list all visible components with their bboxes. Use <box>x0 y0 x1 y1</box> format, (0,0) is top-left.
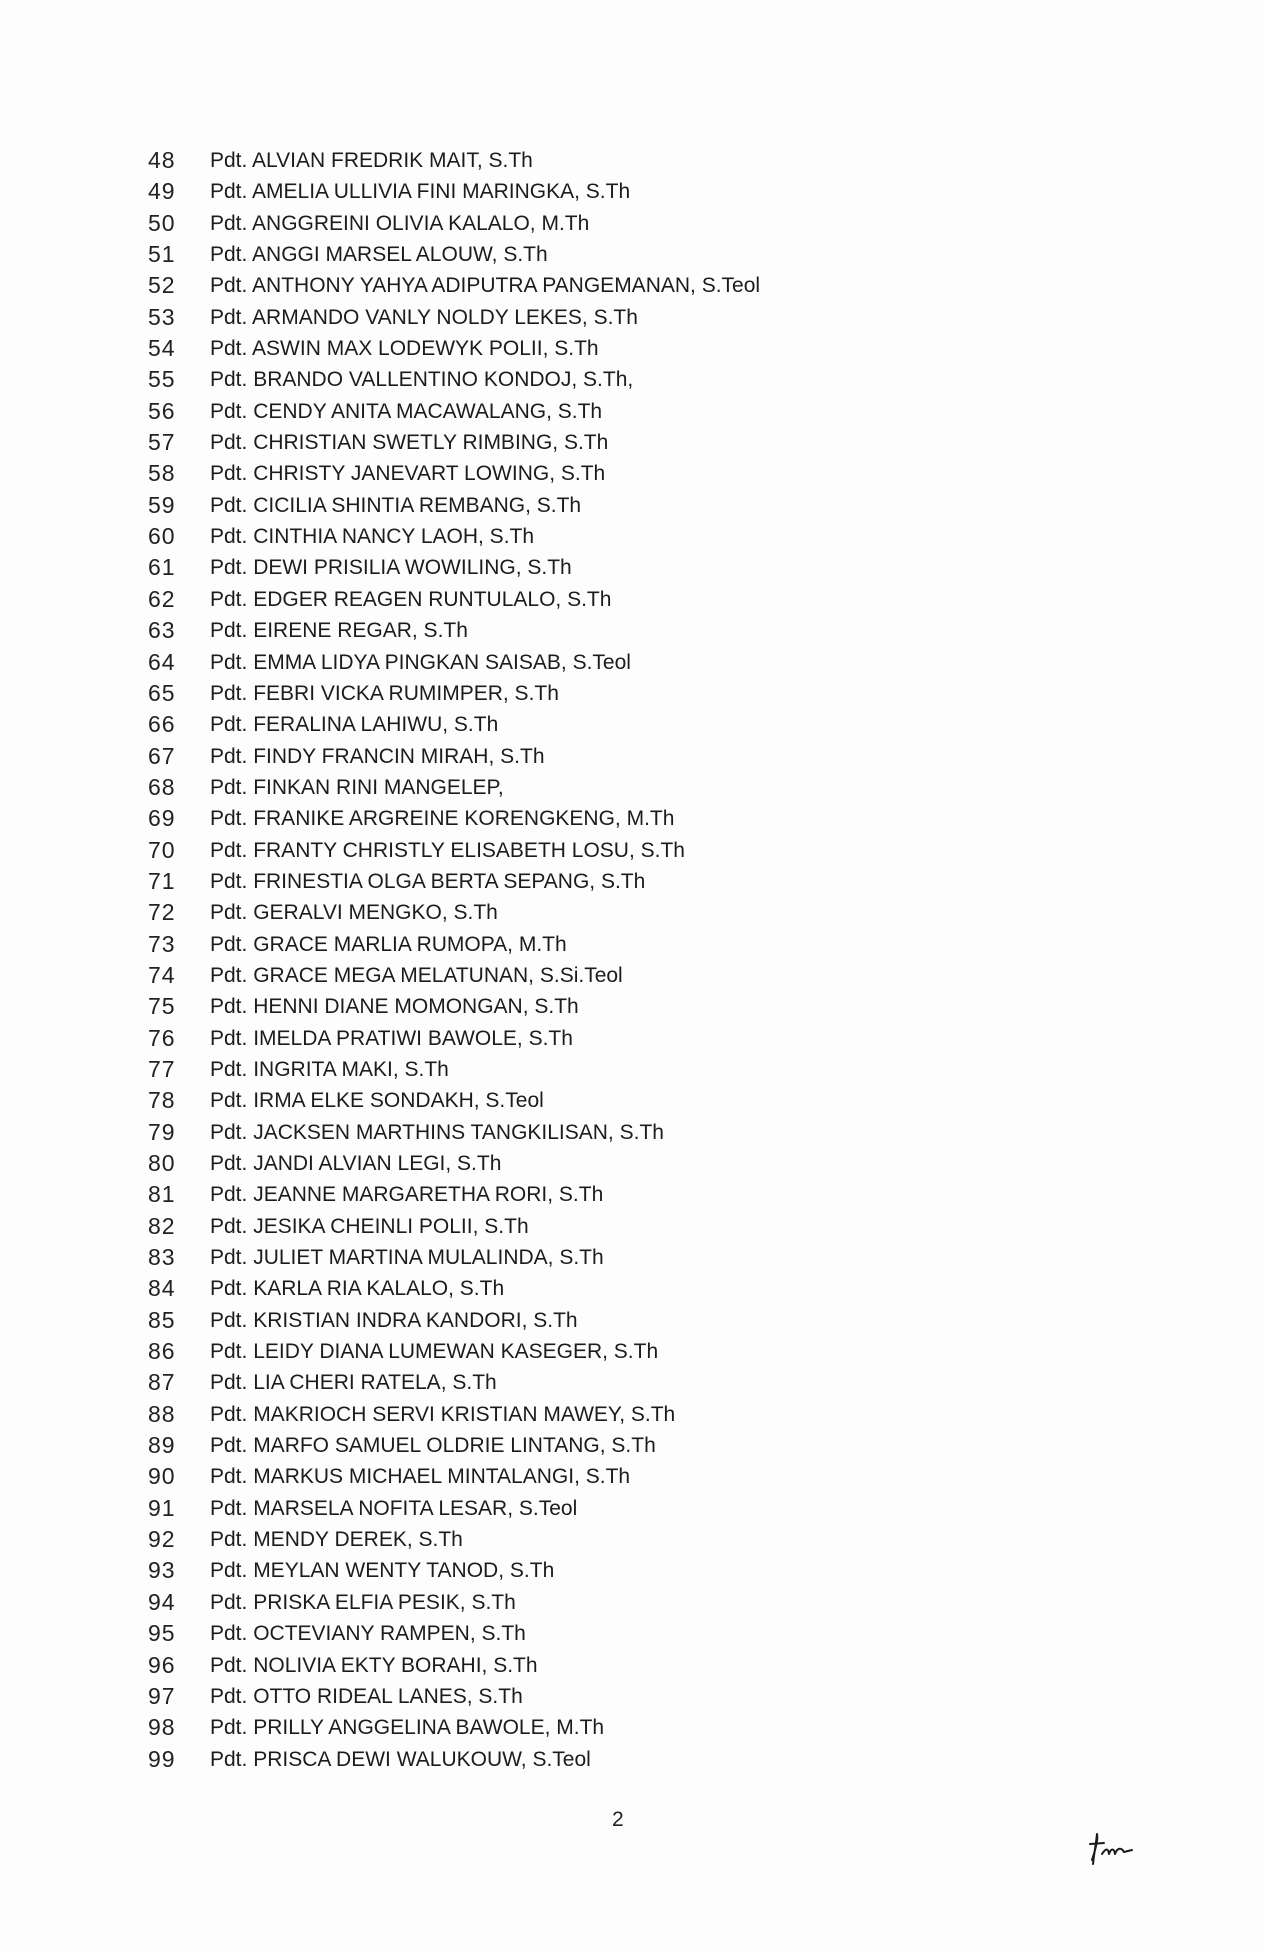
list-item <box>148 741 760 772</box>
list-item <box>148 1681 760 1712</box>
entry-name: Pdt. EDGER REAGEN RUNTULALO, S.Th <box>210 587 612 611</box>
entry-number: 56 <box>148 397 176 424</box>
list-item <box>148 1273 760 1304</box>
entry-number: 52 <box>148 272 176 299</box>
entry-number: 65 <box>148 679 176 706</box>
list-item <box>148 1712 760 1743</box>
entry-number: 94 <box>148 1588 176 1615</box>
list-item <box>148 1587 760 1618</box>
entry-name: Pdt. GRACE MARLIA RUMOPA, M.Th <box>210 932 567 956</box>
entry-name: Pdt. HENNI DIANE MOMONGAN, S.Th <box>210 995 579 1019</box>
entry-number: 71 <box>148 867 176 894</box>
entry-number: 99 <box>148 1745 176 1772</box>
list-item <box>148 1211 760 1242</box>
list-item <box>148 1367 760 1398</box>
entry-name: Pdt. FRANIKE ARGREINE KORENGKENG, M.Th <box>210 807 675 831</box>
list-item <box>148 929 760 960</box>
entry-number: 69 <box>148 805 176 832</box>
entry-name: Pdt. NOLIVIA EKTY BORAHI, S.Th <box>210 1653 538 1677</box>
list-item <box>148 1618 760 1649</box>
entry-number: 51 <box>148 241 176 268</box>
entry-number: 83 <box>148 1244 176 1271</box>
list-item <box>148 1650 760 1681</box>
entry-number: 55 <box>148 366 176 393</box>
entry-number: 67 <box>148 742 176 769</box>
list-item <box>148 1336 760 1367</box>
entry-number: 73 <box>148 930 176 957</box>
entry-name: Pdt. MARKUS MICHAEL MINTALANGI, S.Th <box>210 1465 631 1489</box>
entry-name: Pdt. FERALINA LAHIWU, S.Th <box>210 713 499 737</box>
entry-number: 92 <box>148 1526 176 1553</box>
list-item <box>148 866 760 897</box>
list-item <box>148 1744 760 1775</box>
entry-number: 81 <box>148 1181 176 1208</box>
entry-number: 76 <box>148 1024 176 1051</box>
entry-name: Pdt. OCTEVIANY RAMPEN, S.Th <box>210 1622 526 1646</box>
list-item <box>148 991 760 1022</box>
list-item <box>148 1461 760 1492</box>
list-item <box>148 1555 760 1586</box>
list-item <box>148 1493 760 1524</box>
entry-number: 61 <box>148 554 176 581</box>
entry-name: Pdt. MAKRIOCH SERVI KRISTIAN MAWEY, S.Th <box>210 1402 676 1426</box>
entry-name: Pdt. FRINESTIA OLGA BERTA SEPANG, S.Th <box>210 869 646 893</box>
entry-name: Pdt. ARMANDO VANLY NOLDY LEKES, S.Th <box>210 305 638 329</box>
entry-number: 48 <box>148 147 176 173</box>
list-item <box>148 1085 760 1116</box>
entry-number: 62 <box>148 585 176 612</box>
entry-name: Pdt. FEBRI VICKA RUMIMPER, S.Th <box>210 681 559 705</box>
entry-number: 72 <box>148 899 176 926</box>
entry-name: Pdt. CICILIA SHINTIA REMBANG, S.Th <box>210 493 582 517</box>
entry-name: Pdt. CHRISTY JANEVART LOWING, S.Th <box>210 462 606 486</box>
entry-name: Pdt. BRANDO VALLENTINO KONDOJ, S.Th, <box>210 368 634 392</box>
entry-name: Pdt. ASWIN MAX LODEWYK POLII, S.Th <box>210 337 599 361</box>
entry-name: Pdt. MENDY DEREK, S.Th <box>210 1528 463 1552</box>
entry-number: 80 <box>148 1150 176 1176</box>
signature-initials <box>1084 1830 1144 1870</box>
list-item <box>148 803 760 834</box>
list-item <box>148 396 760 427</box>
list-item <box>148 1023 760 1054</box>
entry-name: Pdt. PRISKA ELFIA PESIK, S.Th <box>210 1590 516 1614</box>
entry-number: 87 <box>148 1369 176 1396</box>
list-item <box>148 1430 760 1461</box>
list-item <box>148 1117 760 1148</box>
entry-name: Pdt. JESIKA CHEINLI POLII, S.Th <box>210 1214 529 1238</box>
list-item <box>148 584 760 615</box>
entry-number: 88 <box>148 1400 176 1427</box>
entry-name: Pdt. CINTHIA NANCY LAOH, S.Th <box>210 525 535 549</box>
entry-number: 58 <box>148 460 176 487</box>
list-item <box>148 678 760 709</box>
entry-name: Pdt. KARLA RIA KALALO, S.Th <box>210 1277 505 1301</box>
list-item <box>148 1179 760 1210</box>
entry-name: Pdt. DEWI PRISILIA WOWILING, S.Th <box>210 556 572 580</box>
entry-name: Pdt. JACKSEN MARTHINS TANGKILISAN, S.Th <box>210 1120 664 1144</box>
entry-number: 59 <box>148 491 176 518</box>
list-item <box>148 647 760 678</box>
entry-number: 49 <box>148 178 176 205</box>
entry-number: 74 <box>148 961 176 988</box>
entry-number: 86 <box>148 1338 176 1365</box>
entry-name: Pdt. EMMA LIDYA PINGKAN SAISAB, S.Teol <box>210 650 631 674</box>
entry-number: 89 <box>148 1432 176 1459</box>
list-item <box>148 458 760 489</box>
entry-number: 63 <box>148 617 176 644</box>
entry-name: Pdt. FRANTY CHRISTLY ELISABETH LOSU, S.Th <box>210 838 685 862</box>
list-item <box>148 1242 760 1273</box>
entry-number: 97 <box>148 1682 176 1709</box>
entry-name: Pdt. ANTHONY YAHYA ADIPUTRA PANGEMANAN, S.Teol <box>210 274 761 298</box>
entry-number: 85 <box>148 1306 176 1333</box>
entry-name: Pdt. ANGGREINI OLIVIA KALALO, M.Th <box>210 211 590 235</box>
entry-number: 66 <box>148 711 176 738</box>
list-item <box>148 1305 760 1336</box>
entry-number: 60 <box>148 523 176 550</box>
entry-number: 68 <box>148 773 176 800</box>
entry-number: 57 <box>148 429 176 456</box>
entry-name: Pdt. JEANNE MARGARETHA RORI, S.Th <box>210 1183 604 1207</box>
entry-name: Pdt. CHRISTIAN SWETLY RIMBING, S.Th <box>210 431 609 455</box>
entry-number: 70 <box>148 836 176 863</box>
list-item <box>148 427 760 458</box>
list-item <box>148 552 760 583</box>
entry-number: 82 <box>148 1212 176 1239</box>
list-item <box>148 835 760 866</box>
entry-name: Pdt. OTTO RIDEAL LANES, S.Th <box>210 1684 523 1708</box>
list-item <box>148 364 760 395</box>
entry-name: Pdt. GERALVI MENGKO, S.Th <box>210 901 498 925</box>
entry-name: Pdt. PRILLY ANGGELINA BAWOLE, M.Th <box>210 1716 605 1740</box>
entry-name: Pdt. IRMA ELKE SONDAKH, S.Teol <box>210 1089 544 1113</box>
entry-name: Pdt. GRACE MEGA MELATUNAN, S.Si.Teol <box>210 963 623 987</box>
entry-number: 53 <box>148 303 176 330</box>
list-item <box>148 521 760 552</box>
entry-name: Pdt. MARFO SAMUEL OLDRIE LINTANG, S.Th <box>210 1434 656 1458</box>
list-item <box>148 490 760 521</box>
entry-name: Pdt. MEYLAN WENTY TANOD, S.Th <box>210 1559 555 1583</box>
list-item <box>148 176 760 207</box>
entry-name: Pdt. KRISTIAN INDRA KANDORI, S.Th <box>210 1308 578 1332</box>
entry-number: 78 <box>148 1087 176 1114</box>
entry-number: 79 <box>148 1118 176 1145</box>
list-item <box>148 1524 760 1555</box>
entry-number: 91 <box>148 1494 176 1521</box>
entry-number: 64 <box>148 648 176 675</box>
entry-name: Pdt. PRISCA DEWI WALUKOUW, S.Teol <box>210 1747 591 1771</box>
entry-name: Pdt. LEIDY DIANA LUMEWAN KASEGER, S.Th <box>210 1340 659 1364</box>
name-list <box>148 145 760 1775</box>
list-item <box>148 1054 760 1085</box>
entry-number: 77 <box>148 1055 176 1082</box>
entry-name: Pdt. AMELIA ULLIVIA FINI MARINGKA, S.Th <box>210 180 631 204</box>
entry-name: Pdt. MARSELA NOFITA LESAR, S.Teol <box>210 1496 578 1520</box>
entry-name: Pdt. JANDI ALVIAN LEGI, S.Th <box>210 1152 502 1175</box>
entry-number: 75 <box>148 993 176 1020</box>
entry-number: 98 <box>148 1714 176 1741</box>
entry-name: Pdt. FINDY FRANCIN MIRAH, S.Th <box>210 744 545 768</box>
list-item <box>148 772 760 803</box>
entry-name: Pdt. EIRENE REGAR, S.Th <box>210 619 468 643</box>
list-item <box>148 239 760 270</box>
entry-name: Pdt. ALVIAN FREDRIK MAIT, S.Th <box>210 149 533 172</box>
list-item <box>148 1399 760 1430</box>
list-item <box>148 333 760 364</box>
entry-name: Pdt. JULIET MARTINA MULALINDA, S.Th <box>210 1246 604 1270</box>
list-item <box>148 302 760 333</box>
entry-number: 96 <box>148 1651 176 1678</box>
entry-number: 84 <box>148 1275 176 1302</box>
list-item <box>148 615 760 646</box>
list-item <box>148 270 760 301</box>
list-item <box>148 145 760 176</box>
entry-number: 54 <box>148 335 176 362</box>
entry-number: 90 <box>148 1463 176 1490</box>
page-number: 2 <box>612 1808 624 1831</box>
list-item <box>148 1148 760 1179</box>
list-item <box>148 208 760 239</box>
entry-name: Pdt. LIA CHERI RATELA, S.Th <box>210 1371 497 1395</box>
entry-name: Pdt. CENDY ANITA MACAWALANG, S.Th <box>210 399 603 423</box>
entry-name: Pdt. IMELDA PRATIWI BAWOLE, S.Th <box>210 1026 573 1050</box>
entry-number: 93 <box>148 1557 176 1584</box>
entry-name: Pdt. FINKAN RINI MANGELEP, <box>210 775 504 799</box>
entry-name: Pdt. ANGGI MARSEL ALOUW, S.Th <box>210 243 548 267</box>
entry-name: Pdt. INGRITA MAKI, S.Th <box>210 1057 449 1081</box>
entry-number: 95 <box>148 1620 176 1647</box>
entry-number: 50 <box>148 209 176 236</box>
list-item <box>148 709 760 740</box>
list-item <box>148 897 760 928</box>
list-item <box>148 960 760 991</box>
